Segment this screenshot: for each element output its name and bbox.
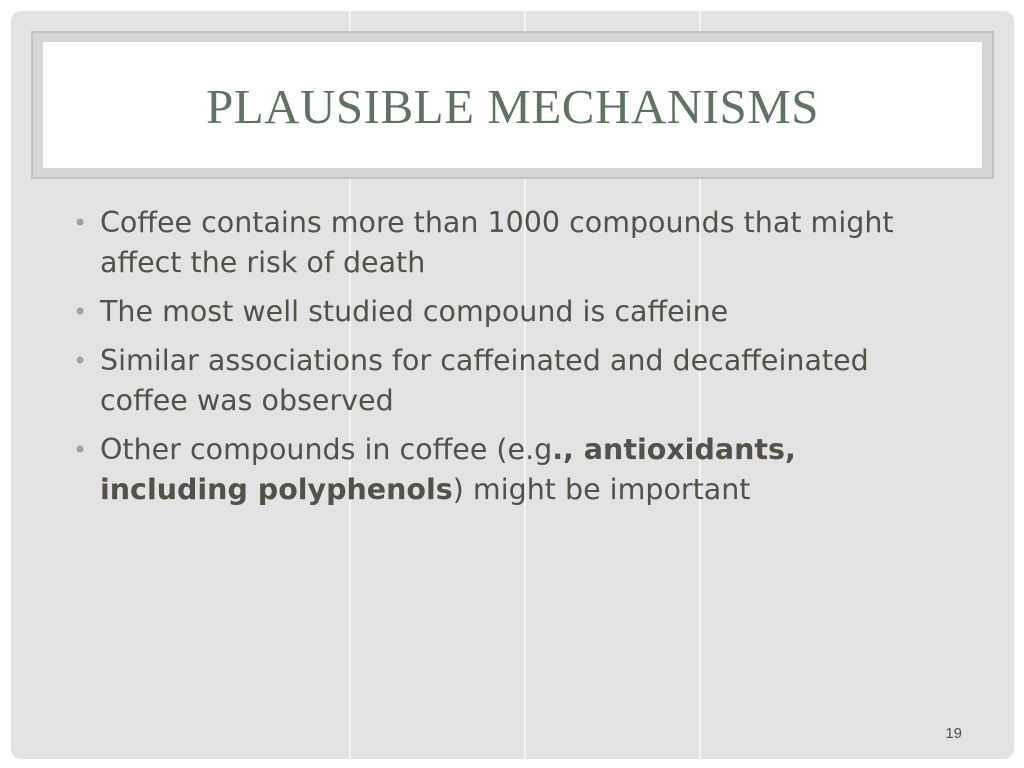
bullet-icon: • xyxy=(73,209,88,237)
bullet-text: Other compounds in coffee (e.g xyxy=(100,433,553,466)
bullet-text: Similar associations for caffeinated and decaffeinated coffee was observed xyxy=(100,344,869,417)
bullet-icon: • xyxy=(73,347,88,375)
bullet-list xyxy=(71,203,951,519)
bullet-item xyxy=(71,430,951,510)
page-number: 19 xyxy=(945,725,962,742)
bullet-item xyxy=(71,341,951,421)
bullet-text: The most well studied compound is caffeine xyxy=(100,295,729,328)
bullet-text: ) might be important xyxy=(452,473,751,506)
bullet-item xyxy=(71,203,951,283)
bullet-text: Coffee contains more than 1000 compounds that might affect the risk of death xyxy=(100,206,894,279)
bullet-text-bold: ., antioxidants, including polyphenols xyxy=(100,433,796,506)
title-box xyxy=(43,42,982,168)
bullet-item xyxy=(71,292,951,332)
bullet-icon: • xyxy=(73,436,88,464)
slide-title: PLAUSIBLE MECHANISMS xyxy=(205,78,820,134)
title-frame xyxy=(31,31,994,179)
slide xyxy=(11,11,1014,759)
bullet-icon: • xyxy=(73,298,88,326)
